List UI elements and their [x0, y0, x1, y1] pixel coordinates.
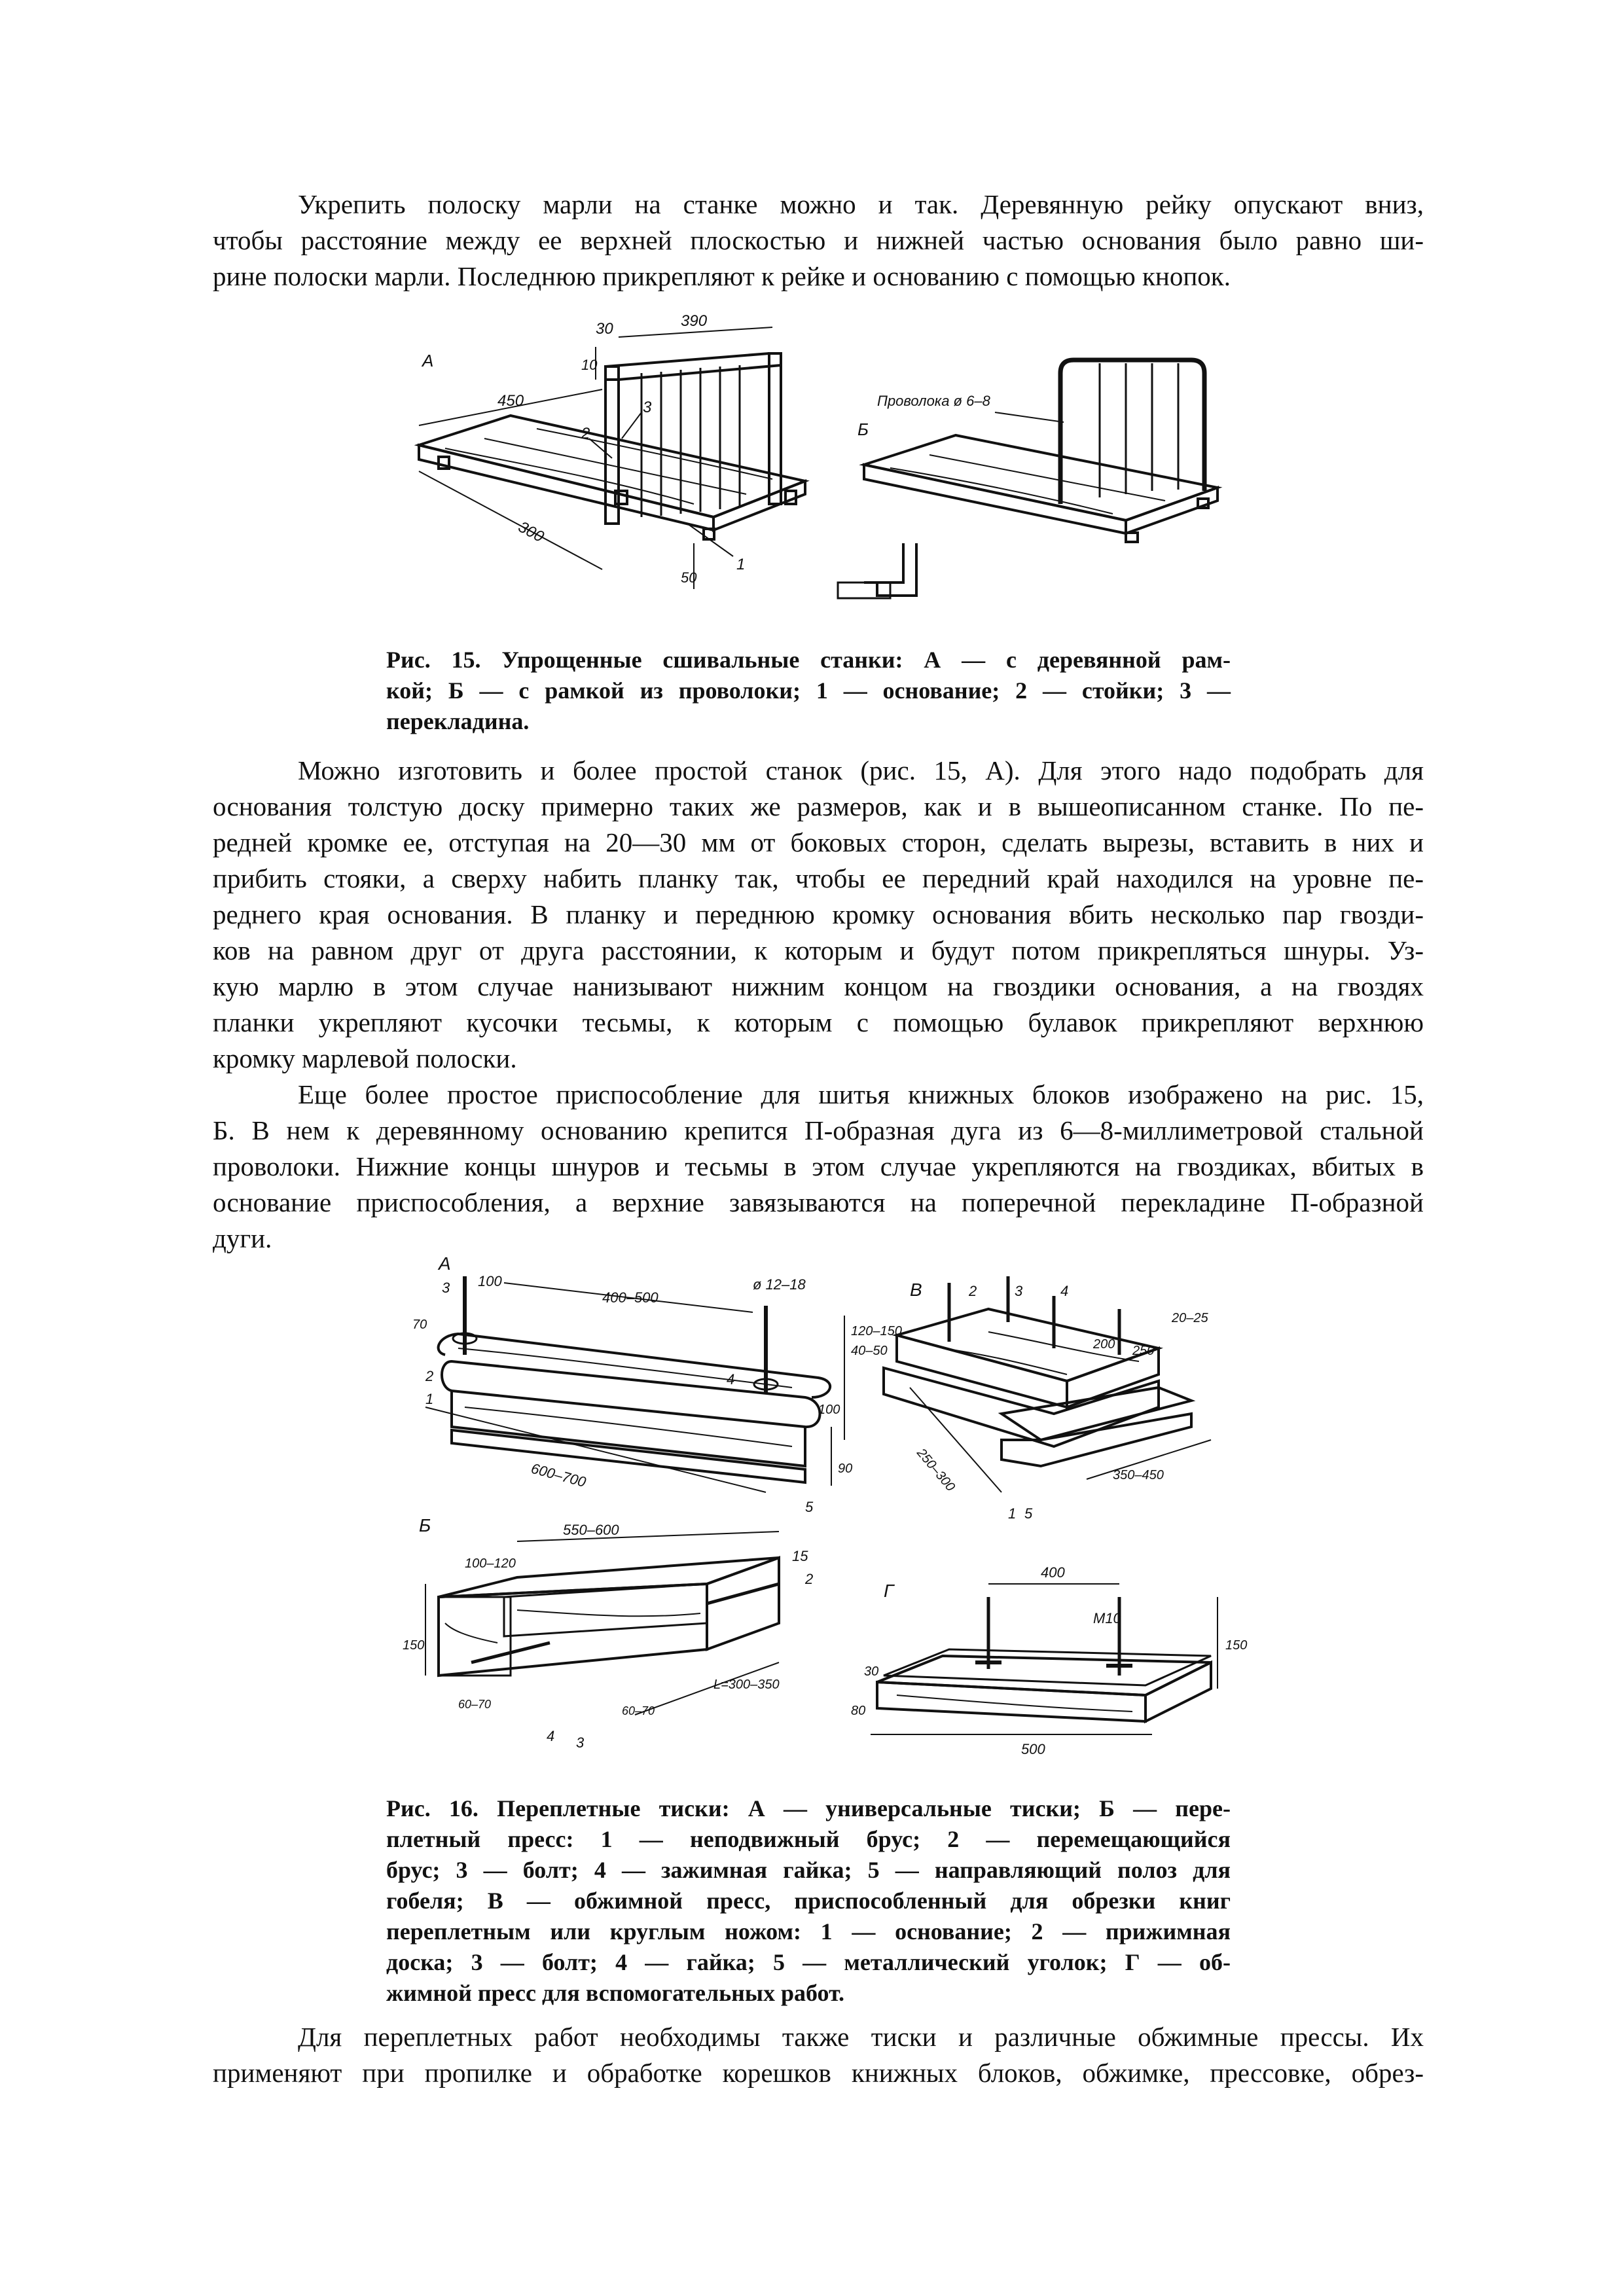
fig16-v-dim-350-450: 350–450: [1113, 1468, 1164, 1482]
fig16-v-n4: 4: [1060, 1283, 1069, 1299]
fig16-g-dim-500: 500: [1021, 1741, 1045, 1757]
fig15-dim-10: 10: [581, 357, 598, 373]
fig15-wire-label: Проволока ø 6–8: [877, 393, 990, 409]
fig16-a-n5: 5: [805, 1499, 814, 1515]
text-line: кромку марлевой полоски.: [213, 1043, 517, 1073]
paragraph-3: [213, 1077, 1424, 1257]
fig15-num-3: 3: [643, 399, 652, 416]
fig15-label-b: Б: [857, 420, 869, 439]
fig16-v-n3: 3: [1015, 1283, 1023, 1299]
figure-15-caption: [386, 645, 1231, 737]
text-line: планки укрепляют кусочки тесьмы, к которым с помощью булавок прикрепляют верхнюю: [213, 1007, 1424, 1037]
fig16-b-dim-60-70b: 60–70: [622, 1704, 655, 1717]
caption-line: Рис. 15. Упрощенные сшивальные станки: А — с деревянной рам-: [386, 647, 1231, 673]
fig16-a-dim-90: 90: [838, 1462, 853, 1476]
caption-line: гобеля; В — обжимной пресс, приспособленный для обрезки книг: [386, 1888, 1231, 1914]
fig16-v-dim-250-300: 250–300: [914, 1446, 958, 1494]
text-line: основания толстую доску примерно таких же размеров, как и в вышеописанном станке. По пе-: [213, 791, 1424, 821]
fig16-v-dim-20-25: 20–25: [1172, 1311, 1208, 1325]
fig16-b-n4: 4: [547, 1728, 555, 1744]
fig15-num-2: 2: [581, 425, 590, 442]
fig16-g-dim-m10: M10: [1093, 1610, 1121, 1626]
caption-line: плетный пресс: 1 — неподвижный брус; 2 — перемещающийся: [386, 1826, 1231, 1852]
fig16-a-dim-100: 100: [478, 1273, 502, 1289]
fig16-a-dim-100v: 100: [818, 1403, 840, 1417]
fig16-label-v: В: [910, 1280, 922, 1300]
caption-line: кой; Б — с рамкой из проволоки; 1 — основание; 2 — стойки; 3 —: [386, 677, 1231, 704]
text-line: Еще более простое приспособление для шитья книжных блоков изображено на рис. 15,: [298, 1079, 1424, 1109]
fig16-b-dim-15: 15: [792, 1548, 808, 1564]
text-line: реднего края основания. В планку и переднюю кромку основания вбить несколько пар гвозди-: [213, 899, 1424, 929]
fig16-b-n3: 3: [576, 1734, 585, 1751]
text-line: рине полоски марли. Последнюю прикрепляют к рейке и основанию с помощью кнопок.: [213, 261, 1231, 291]
fig16-a-dim-400-500: 400–500: [602, 1289, 659, 1306]
fig16-a-n2: 2: [425, 1368, 434, 1384]
fig15-label-a: А: [422, 351, 434, 370]
caption-line: Рис. 16. Переплетные тиски: А — универсальные тиски; Б — пере-: [386, 1795, 1231, 1821]
fig15-dim-30: 30: [596, 320, 613, 338]
fig16-g-dim-80: 80: [851, 1704, 866, 1718]
fig16-v-n2: 2: [969, 1283, 977, 1299]
figure-16-illustration: [399, 1257, 1250, 1774]
caption-line: жимной пресс для вспомогательных работ.: [386, 1980, 845, 2006]
fig16-a-n4: 4: [727, 1371, 735, 1388]
fig16-v-n1: 1: [1008, 1505, 1017, 1522]
text-line: кую марлю в этом случае нанизывают нижним концом на гвоздики основания, а на гвоздях: [213, 971, 1424, 1001]
paragraph-1: [213, 187, 1424, 295]
text-line: дуги.: [213, 1223, 272, 1253]
caption-line: перекладина.: [386, 708, 530, 734]
fig16-a-n3: 3: [442, 1280, 450, 1296]
caption-line: переплетным или круглым ножом: 1 — основание; 2 — прижимная: [386, 1918, 1231, 1945]
text-line: Для переплетных работ необходимы также тиски и различные обжимные прессы. Их: [298, 2022, 1424, 2052]
fig16-a-dim-40-50: 40–50: [851, 1344, 888, 1358]
text-line: применяют при пропилке и обработке корешков книжных блоков, обжимке, прессовке, обрез-: [213, 2058, 1424, 2088]
fig16-a-dim-70: 70: [412, 1318, 427, 1332]
caption-line: брус; 3 — болт; 4 — зажимная гайка; 5 — направляющий полоз для: [386, 1857, 1231, 1883]
fig16-v-dim-200: 200: [1093, 1337, 1115, 1352]
fig16-a-dim-600-700: 600–700: [529, 1460, 588, 1490]
fig16-label-a: А: [439, 1257, 451, 1274]
fig16-b-n2: 2: [805, 1571, 814, 1587]
fig16-g-dim-30: 30: [864, 1664, 879, 1679]
fig16-v-dim-250: 250: [1132, 1344, 1155, 1358]
paragraph-2: [213, 753, 1424, 1077]
fig16-a-n1: 1: [425, 1391, 434, 1407]
paragraph-4: [213, 2019, 1424, 2091]
caption-line: доска; 3 — болт; 4 — гайка; 5 — металлический уголок; Г — об-: [386, 1949, 1231, 1975]
text-line: чтобы расстояние между ее верхней плоскостью и нижней частью основания было равно ши-: [213, 225, 1424, 255]
fig15-dim-300: 300: [515, 518, 547, 547]
figure-16-caption: [386, 1793, 1231, 2009]
fig15-dim-50: 50: [681, 569, 697, 586]
fig16-b-dim-60-70: 60–70: [458, 1698, 492, 1711]
fig16-label-b: Б: [419, 1515, 431, 1535]
fig16-v-n5: 5: [1024, 1505, 1033, 1522]
fig15-num-1: 1: [736, 556, 746, 573]
fig16-b-dim-550-600: 550–600: [563, 1522, 619, 1538]
fig15-dim-390: 390: [681, 312, 708, 330]
text-line: Б. В нем к деревянному основанию крепится П-образная дуга из 6—8-миллиметровой стальной: [213, 1115, 1424, 1145]
text-line: Укрепить полоску марли на станке можно и так. Деревянную рейку опускают вниз,: [298, 189, 1424, 219]
fig16-g-dim-400: 400: [1041, 1564, 1065, 1581]
text-line: основание приспособления, а верхние завязываются на поперечной перекладине П-образной: [213, 1187, 1424, 1217]
figure-15-illustration: [406, 308, 1244, 622]
fig16-b-dim-l: L=300–350: [713, 1677, 780, 1692]
text-line: прибить стояки, а сверху набить планку так, чтобы ее передний край находился на уровне пе-: [213, 863, 1424, 893]
text-line: ков на равном друг от друга расстоянии, к которым и будут потом прикрепляться шнуры. Уз-: [213, 935, 1424, 965]
fig16-b-dim-100-120: 100–120: [465, 1556, 516, 1571]
fig15-dim-450: 450: [497, 392, 524, 410]
fig16-g-dim-150: 150: [1225, 1638, 1248, 1653]
fig16-label-g: Г: [884, 1581, 894, 1601]
text-line: проволоки. Нижние концы шнуров и тесьмы в этом случае укрепляются на гвоздиках, вбитых в: [213, 1151, 1424, 1181]
fig16-b-dim-150: 150: [403, 1638, 425, 1653]
fig16-a-dim-120-150: 120–150: [851, 1324, 902, 1338]
fig16-a-dim-phi: ø 12–18: [753, 1276, 806, 1293]
text-line: Можно изготовить и более простой станок (рис. 15, А). Для этого надо подобрать для: [298, 755, 1424, 785]
text-line: редней кромке ее, отступая на 20—30 мм от боковых сторон, сделать вырезы, вставить в них и: [213, 827, 1424, 857]
